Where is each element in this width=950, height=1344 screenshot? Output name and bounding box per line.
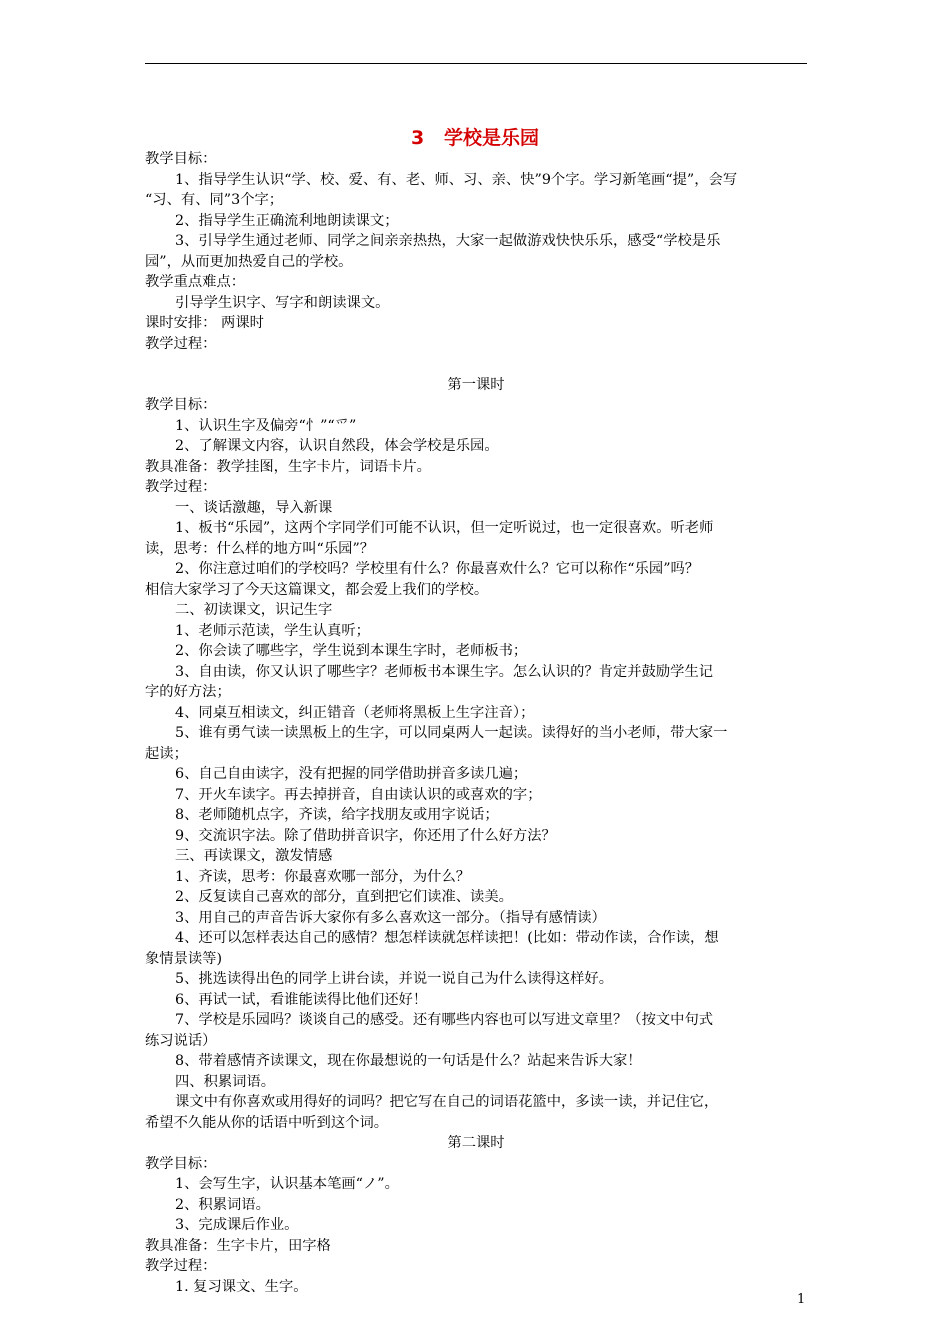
section-heading: 第一课时 <box>447 376 505 393</box>
text-line: 3、引导学生通过老师、同学之间亲亲热热，大家一起做游戏快快乐乐，感受“学校是乐 <box>175 233 721 249</box>
text-line: 3、用自己的声音告诉大家你有多么喜欢这一部分。（指导有感情读） <box>175 909 606 926</box>
text-line: 1、会写生字，认识基本笔画“ノ”。 <box>175 1176 399 1192</box>
text-line: 课时安排： 两课时 <box>145 315 264 331</box>
text-line: 1、指导学生认识“学、校、爱、有、老、师、习、亲、快”9个字。学习新笔画“提”，会写 <box>175 171 738 188</box>
text-line: 1、齐读，思考：你最喜欢哪一部分，为什么？ <box>175 868 471 885</box>
document-body <box>145 149 807 1297</box>
text-line: 2、你注意过咱们的学校吗？学校里有什么？你最喜欢什么？它可以称作“乐园”吗？ <box>175 561 700 577</box>
text-line: 二、初读课文，识记生字 <box>175 602 333 618</box>
text-line: 园”，从而更加热爱自己的学校。 <box>145 253 353 270</box>
text-line: 2、了解课文内容，认识自然段，体会学校是乐园。 <box>175 438 499 454</box>
text-line: 1、板书“乐园”，这两个字同学们可能不认识，但一定听说过，也一定很喜欢。听老师 <box>175 520 714 536</box>
text-line: 2、指导学生正确流利地朗读课文； <box>175 212 399 229</box>
section-heading: 第二课时 <box>447 1135 505 1151</box>
text-line: 3、完成课后作业。 <box>175 1217 299 1233</box>
text-line: 6、自己自由读字，没有把握的同学借助拼音多读几遍； <box>175 766 528 782</box>
text-line: 四、积累词语。 <box>175 1073 276 1090</box>
text-line: 5、谁有勇气读一读黑板上的生字，可以同桌两人一起读。读得好的当小老师，带大家一 <box>175 725 728 741</box>
text-line: 教学目标： <box>145 1155 217 1172</box>
text-line: 三、再读课文，激发情感 <box>175 848 333 864</box>
page-number: 1 <box>797 1292 806 1307</box>
text-line: 教学重点难点： <box>145 274 246 290</box>
text-line: 相信大家学习了今天这篇课文，都会爱上我们的学校。 <box>145 581 489 598</box>
page-title: 3 学校是乐园 <box>410 127 540 149</box>
text-line: 1、认识生字及偏旁“忄”“爫” <box>175 417 357 434</box>
header-rule <box>145 63 807 64</box>
text-line: 6、再试一试，看谁能读得比他们还好！ <box>175 991 428 1008</box>
text-line: 1. 复习课文、生字。 <box>175 1278 308 1295</box>
text-line: 教具准备：教学挂图，生字卡片，词语卡片。 <box>145 458 431 475</box>
text-line: 7、学校是乐园吗？谈谈自己的感受。还有哪些内容也可以写进文章里？（按文中句式 <box>175 1012 714 1028</box>
text-line: 一、谈话激趣，导入新课 <box>175 499 333 516</box>
text-line: 希望不久能从你的话语中听到这个词。 <box>145 1114 389 1131</box>
text-line: 教学目标： <box>145 151 217 167</box>
text-line: 8、老师随机点字，齐读，给字找朋友或用字说话； <box>175 807 499 823</box>
text-line: 2、积累词语。 <box>175 1196 270 1213</box>
text-line: 5、挑选读得出色的同学上讲台读，并说一说自己为什么读得这样好。 <box>175 971 613 987</box>
text-line: 1、老师示范读，学生认真听； <box>175 622 370 639</box>
text-line: 教学过程： <box>145 479 217 495</box>
text-line: 教学过程： <box>145 1258 217 1274</box>
text-line: 课文中有你喜欢或用得好的词吗？把它写在自己的词语花篮中，多读一读，并记住它， <box>175 1094 719 1110</box>
text-line: 2、反复读自己喜欢的部分，直到把它们读准、读美。 <box>175 889 513 905</box>
text-line: 字的好方法； <box>145 684 231 700</box>
text-line: 4、同桌互相读文，纠正错音（老师将黑板上生字注音）； <box>175 704 535 721</box>
text-line: 起读； <box>145 745 188 762</box>
text-line: 引导学生识字、写字和朗读课文。 <box>175 294 390 311</box>
text-line: 3、自由读，你又认识了哪些字？老师板书本课生字。怎么认识的？肯定并鼓励学生记 <box>175 663 714 680</box>
text-line: 7、开火车读字。再去掉拼音，自由读认识的或喜欢的字； <box>175 786 542 803</box>
text-line: 4、还可以怎样表达自己的感情？想怎样读就怎样读把！(比如：带动作读，合作读，想 <box>175 930 719 946</box>
text-line: 8、带着感情齐读课文，现在你最想说的一句话是什么？站起来告诉大家！ <box>175 1053 642 1069</box>
text-line: 教学目标： <box>145 397 217 413</box>
text-line: 9、交流识字法。除了借助拼音识字，你还用了什么好方法？ <box>175 827 556 844</box>
text-line: 2、你会读了哪些字，学生说到本课生字时，老师板书； <box>175 643 528 659</box>
text-line: 教具准备：生字卡片，田字格 <box>145 1237 331 1254</box>
text-line: “习、有、同”3个字； <box>145 192 284 208</box>
text-line: 读，思考：什么样的地方叫“乐园”？ <box>145 540 375 557</box>
blank-line <box>145 354 807 375</box>
text-line: 象情景读等) <box>145 950 223 967</box>
text-line: 练习说话） <box>145 1032 217 1049</box>
text-line: 教学过程： <box>145 335 217 352</box>
